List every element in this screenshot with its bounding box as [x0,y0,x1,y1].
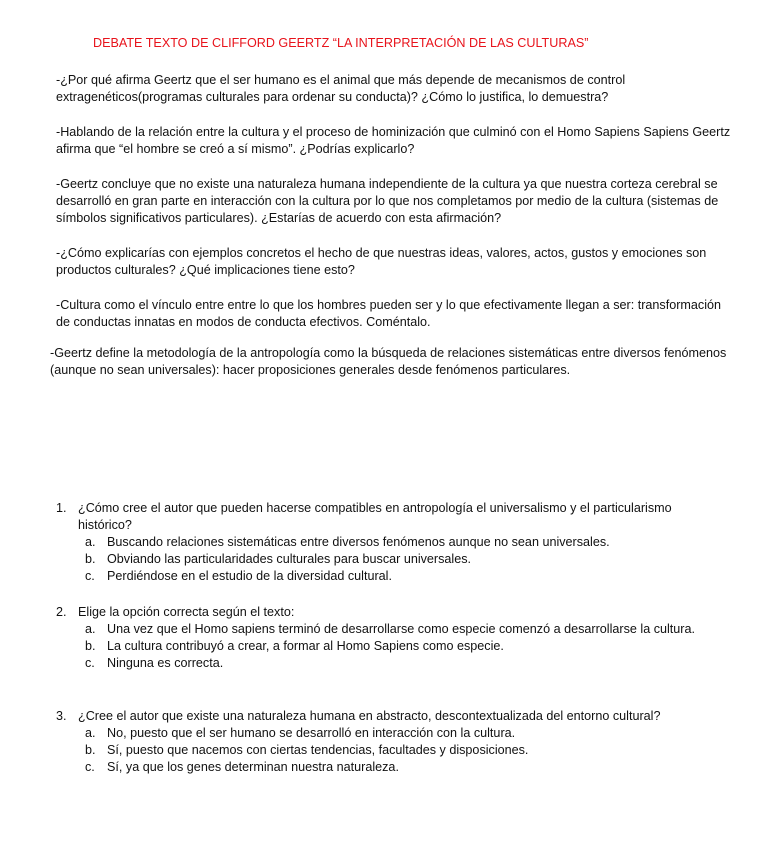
option-letter: b. [85,743,96,757]
option-a [85,534,716,551]
question-text: ¿Cómo cree el autor que pueden hacerse compatibles en antropología el universalismo y el particularismo histórico? [78,501,672,532]
debate-question-6: -Geertz define la metodología de la antropología como la búsqueda de relaciones sistemáticas entre diversos fenómenos (aunque no sean universales): hacer proposiciones generales desde fenómenos particulares. [50,346,727,377]
debate-question-5: -Cultura como el vínculo entre entre lo que los hombres pueden ser y lo que efectivamente llegan a ser: transformación de conductas innatas en modos de conducta efectivos. Coméntalo. [56,298,722,329]
option-c [85,759,716,776]
question-number: 1. [56,501,67,515]
question-number: 3. [56,709,67,723]
option-letter: a. [85,535,96,549]
option-text: Una vez que el Homo sapiens terminó de desarrollarse como especie comenzó a desarrollarse la cultura. [107,622,696,636]
question-text: Elige la opción correcta según el texto: [78,605,295,619]
option-text: No, puesto que el ser humano se desarrolló en interacción con la cultura. [107,726,516,740]
quiz-question-1 [56,500,716,585]
option-text: Ninguna es correcta. [107,656,224,670]
option-list [56,725,716,776]
question-text: ¿Cree el autor que existe una naturaleza humana en abstracto, descontextualizada del entorno cultural? [78,709,661,723]
debate-question-3: -Geertz concluye que no existe una naturaleza humana independiente de la cultura ya que nuestra corteza cerebral se desarrolló en gran parte en interacción con la cultura por lo que nos completamos por medio de la cultura (sistemas de símbolos significativos particulares). ¿Estarías de acuerdo con esta afirmación? [56,177,719,225]
option-b [85,742,716,759]
option-a [85,725,716,742]
option-c [85,655,716,672]
question-number: 2. [56,605,67,619]
option-text: La cultura contribuyó a crear, a formar al Homo Sapiens como especie. [107,639,504,653]
option-letter: a. [85,726,96,740]
option-c [85,568,716,585]
option-b [85,638,716,655]
option-letter: c. [85,569,95,583]
option-a [85,621,716,638]
option-letter: b. [85,552,96,566]
quiz-question-2 [56,604,716,672]
option-b [85,551,716,568]
option-letter: c. [85,656,95,670]
option-text: Obviando las particularidades culturales para buscar universales. [107,552,472,566]
debate-question-2: -Hablando de la relación entre la cultura y el proceso de hominización que culminó con el Homo Sapiens Sapiens Geertz afirma que “el hombre se creó a sí mismo”. ¿Podrías explicarlo? [56,125,731,156]
document-title: DEBATE TEXTO DE CLIFFORD GEERTZ “LA INTERPRETACIÓN DE LAS CULTURAS” [93,36,589,50]
option-text: Sí, ya que los genes determinan nuestra naturaleza. [107,760,399,774]
quiz-question-3 [56,708,716,776]
option-text: Buscando relaciones sistemáticas entre diversos fenómenos aunque no sean universales. [107,535,610,549]
debate-question-4: -¿Cómo explicarías con ejemplos concretos el hecho de que nuestras ideas, valores, actos, gustos y emociones son productos culturales? ¿Qué implicaciones tiene esto? [56,246,707,277]
option-list [56,534,716,585]
option-letter: b. [85,639,96,653]
option-letter: a. [85,622,96,636]
debate-question-1: -¿Por qué afirma Geertz que el ser humano es el animal que más depende de mecanismos de control extragenéticos(programas culturales para ordenar su conducta)? ¿Cómo lo justifica, lo demuestra? [56,73,626,104]
option-text: Sí, puesto que nacemos con ciertas tendencias, facultades y disposiciones. [107,743,529,757]
option-text: Perdiéndose en el estudio de la diversidad cultural. [107,569,392,583]
option-letter: c. [85,760,95,774]
option-list [56,621,716,672]
